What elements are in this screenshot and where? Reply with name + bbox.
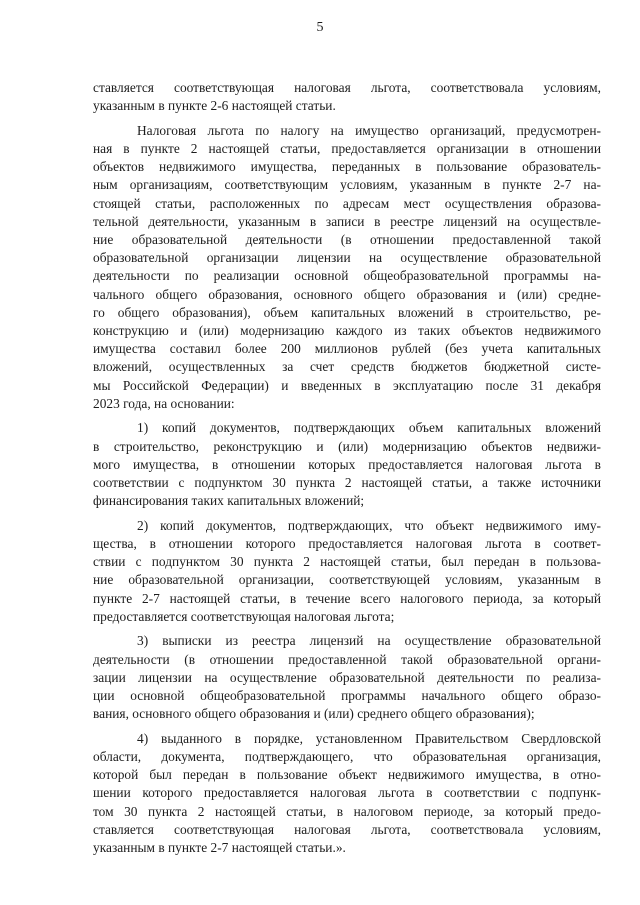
text-line: 3) выписки из реестра лицензий на осуществление образовательной (137, 633, 601, 649)
text-line: стоящей статьи, расположенных по адресам мест осуществления образова- (93, 195, 601, 211)
document-body (93, 79, 601, 857)
text-line: чального общего образования, основного общего образования и (или) средне- (93, 286, 601, 302)
text-line: ставляется соответствующая налоговая льгота, соответствовала условиям, (93, 821, 601, 837)
text-line: финансирования таких капитальных вложений; (93, 493, 365, 509)
paragraph (93, 730, 601, 857)
text-line: области, документа, подтверждающего, что образовательная организация, (93, 749, 601, 765)
text-line: 2023 года, на основании: (93, 395, 235, 411)
text-line: объектов недвижимого имущества, переданных в пользование образователь- (93, 159, 601, 175)
text-line: го общего образования), объем капитальных вложений в строительство, ре- (93, 304, 601, 320)
paragraph (93, 79, 601, 115)
paragraph (93, 122, 601, 413)
text-line: ции основной общеобразовательной программы начального общего образо- (93, 688, 601, 703)
text-line: мого имущества, в отношении которых предоставляется налоговая льгота в (93, 456, 601, 472)
text-line: конструкцию и (или) модернизацию каждого из таких объектов недвижимого (93, 322, 601, 338)
text-line: 2) копий документов, подтверждающих, что объект недвижимого иму- (137, 517, 601, 533)
text-line: вания, основного общего образования и (или) среднего общего образования); (93, 706, 535, 722)
paragraph (93, 517, 601, 626)
text-line: шении которого предоставляется налоговая льгота в соответствии с подпунк- (93, 785, 601, 801)
text-line: ным организациям, соответствующим условиям, указанным в пункте 2-7 на- (93, 177, 601, 193)
text-line: соответствии с подпунктом 30 пункта 2 настоящей статьи, а также источники (93, 474, 601, 490)
paragraph (93, 419, 601, 510)
text-line: мы Российской Федерации) и введенных в эксплуатацию после 31 декабря (93, 377, 601, 393)
text-line: которой был передан в пользование объект недвижимого имущества, в отно- (93, 767, 601, 783)
text-line: указанным в пункте 2-7 настоящей статьи.». (93, 840, 346, 855)
text-line: ние образовательной деятельности (в отношении предоставленной такой (93, 232, 601, 247)
text-line: ная в пункте 2 настоящей статьи, предоставляется организации в отношении (93, 141, 601, 157)
text-line: тельной деятельности, указанным в записи в реестре лицензий на осуществле- (93, 213, 601, 229)
text-line: ние образовательной организации, соответствующей условиям, указанным в (93, 572, 601, 588)
text-line: Налоговая льгота по налогу на имущество организаций, предусмотрен- (137, 122, 601, 138)
text-line: ставляется соответствующая налоговая льгота, соответствовала условиям, (93, 80, 601, 95)
text-line: пункте 2-7 настоящей статьи, в течение всего налогового периода, за который (93, 590, 601, 606)
text-line: в строительство, реконструкцию и (или) модернизацию объектов недвижи- (93, 438, 601, 454)
text-line: вложений, осуществленных за счет средств бюджетов бюджетной систе- (93, 359, 601, 375)
text-line: предоставляется соответствующая налоговая льгота; (93, 608, 395, 624)
text-line: указанным в пункте 2-6 настоящей статьи. (93, 98, 336, 114)
page-number: 5 (316, 20, 324, 35)
text-line: ствии с подпунктом 30 пункта 2 настоящей статьи, был передан в пользова- (93, 554, 601, 570)
text-line: зации лицензии на осуществление образовательной деятельности по реализа- (93, 669, 601, 685)
text-line: щества, в отношении которого предоставляется налоговая льгота в соответ- (93, 536, 601, 551)
text-line: деятельности по реализации основной общеобразовательной программы на- (93, 268, 601, 284)
text-line: 4) выданного в порядке, установленном Правительством Свердловской (137, 730, 601, 746)
text-line: деятельности (в отношении предоставленной такой образовательной органи- (93, 651, 601, 667)
text-line: том 30 пункта 2 настоящей статьи, в налоговом периоде, за который предо- (93, 803, 601, 819)
paragraph (93, 632, 601, 723)
text-line: образовательной организации лицензии на осуществление образовательной (93, 250, 601, 266)
text-line: имущества составил более 200 миллионов рублей (без учета капитальных (93, 341, 601, 357)
text-line: 1) копий документов, подтверждающих объем капитальных вложений (137, 420, 601, 436)
